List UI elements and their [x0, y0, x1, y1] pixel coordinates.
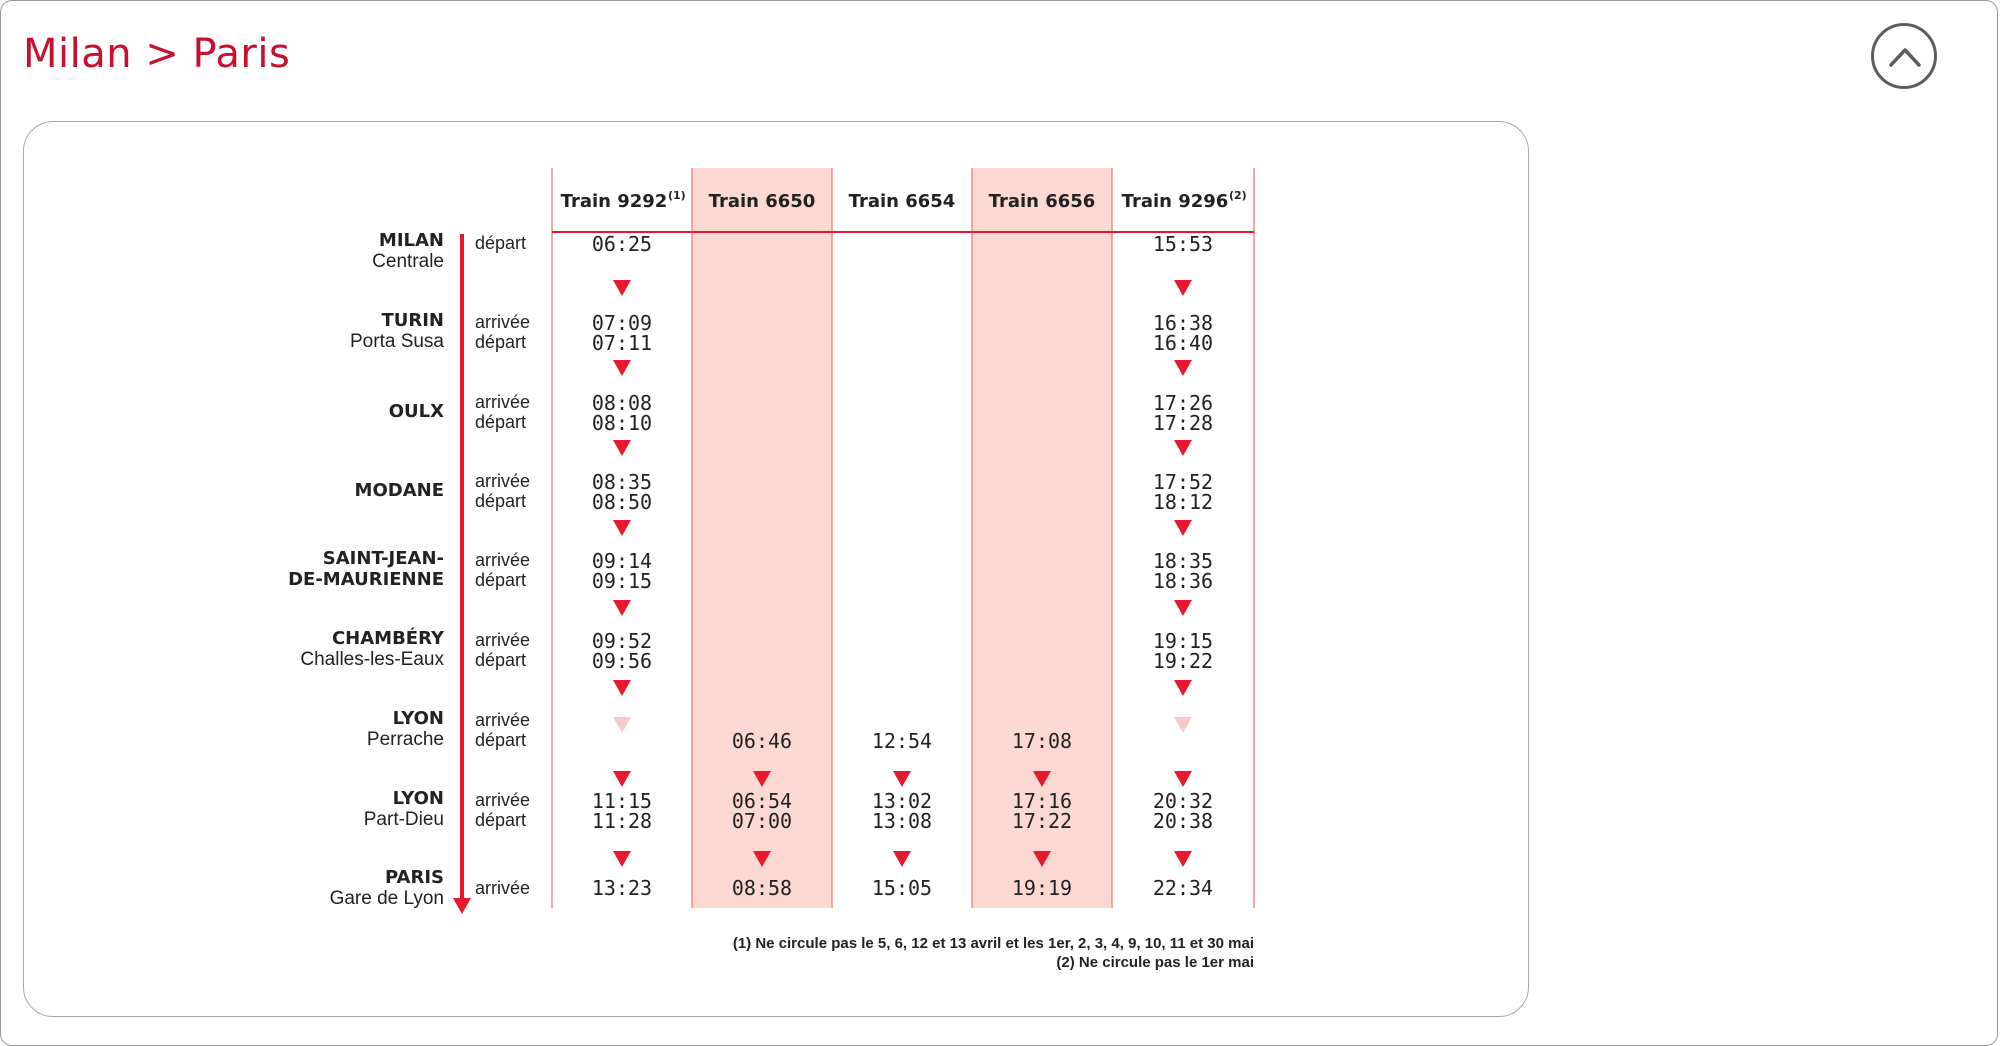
departure-time: 18:36	[1152, 569, 1214, 593]
station-name: PARIS	[385, 867, 444, 888]
stop-type-label: départ	[475, 650, 527, 670]
stop-type-label: départ	[475, 233, 527, 253]
train-header-footnote: (1)	[668, 189, 686, 202]
train-header: Train 6656	[988, 191, 1096, 212]
departure-time: 13:08	[871, 809, 933, 833]
stop-type-label: arrivée	[475, 710, 531, 730]
station-name: MODANE	[354, 480, 444, 501]
stop-type-label: départ	[475, 491, 527, 511]
station-subname: Perrache	[366, 729, 444, 750]
down-arrow-icon	[613, 360, 631, 376]
departure-time: 19:19	[1011, 876, 1073, 900]
arrival-time: 08:08	[591, 391, 653, 415]
down-arrow-icon	[1174, 440, 1192, 456]
arrival-time: 16:38	[1152, 311, 1214, 335]
departure-time: 15:53	[1152, 232, 1214, 256]
station-subname: Part-Dieu	[363, 809, 444, 830]
arrival-time: 17:26	[1152, 391, 1214, 415]
departure-time: 09:56	[591, 649, 653, 673]
departure-time: 06:46	[731, 729, 793, 753]
station-subname: Gare de Lyon	[329, 888, 444, 909]
departure-time: 16:40	[1152, 331, 1214, 355]
down-arrow-icon	[1174, 851, 1192, 867]
arrival-time: 07:09	[591, 311, 653, 335]
station-name: DE-MAURIENNE	[288, 569, 444, 590]
departure-time: 18:12	[1152, 490, 1214, 514]
station-name: TURIN	[381, 310, 444, 331]
departure-time: 07:11	[591, 331, 653, 355]
down-arrow-icon	[893, 771, 911, 787]
train-header: Train 9296	[1121, 191, 1229, 212]
down-arrow-icon	[1174, 360, 1192, 376]
station-name: SAINT-JEAN-	[322, 548, 444, 569]
arrival-time: 20:32	[1152, 789, 1214, 813]
section-title[interactable]: Milan > Paris	[23, 31, 291, 77]
station-subname: Centrale	[372, 251, 444, 272]
departure-time: 19:22	[1152, 649, 1214, 673]
departure-time: 07:00	[731, 809, 793, 833]
train-header: Train 6654	[848, 191, 956, 212]
timetable-image	[24, 122, 1530, 1018]
arrival-time: 17:16	[1011, 789, 1073, 813]
down-arrow-icon	[613, 771, 631, 787]
station-subname: Challes-les-Eaux	[300, 649, 444, 670]
down-arrow-icon	[613, 600, 631, 616]
arrival-time: 08:35	[591, 470, 653, 494]
chevron-up-icon	[1887, 39, 1923, 75]
stop-type-label: arrivée	[475, 312, 531, 332]
route-arrow-icon	[453, 898, 471, 914]
down-arrow-icon	[1174, 600, 1192, 616]
train-header-footnote: (2)	[1229, 189, 1247, 202]
collapse-button[interactable]	[1871, 23, 1937, 89]
down-arrow-icon	[1174, 520, 1192, 536]
down-arrow-icon	[613, 851, 631, 867]
station-name: OULX	[388, 401, 444, 422]
departure-time: 17:22	[1011, 809, 1073, 833]
station-name: MILAN	[378, 230, 444, 251]
station-subname: Porta Susa	[350, 331, 444, 352]
stop-type-label: arrivée	[475, 878, 531, 898]
train-header: Train 6650	[708, 191, 816, 212]
down-arrow-icon	[1174, 717, 1192, 733]
down-arrow-icon	[1174, 680, 1192, 696]
down-arrow-icon	[613, 520, 631, 536]
footnote: (2) Ne circule pas le 1er mai	[1056, 954, 1254, 971]
departure-time: 08:50	[591, 490, 653, 514]
down-arrow-icon	[613, 680, 631, 696]
departure-time: 08:10	[591, 411, 653, 435]
departure-time: 09:15	[591, 569, 653, 593]
arrival-time: 13:02	[871, 789, 933, 813]
station-name: CHAMBÉRY	[331, 628, 444, 649]
stop-type-label: arrivée	[475, 790, 531, 810]
departure-time: 15:05	[871, 876, 933, 900]
arrival-time: 11:15	[591, 789, 653, 813]
departure-time: 22:34	[1152, 876, 1214, 900]
station-name: LYON	[392, 708, 444, 729]
timetable-card	[23, 121, 1529, 1017]
down-arrow-icon	[613, 440, 631, 456]
stop-type-label: départ	[475, 810, 527, 830]
arrival-time: 09:52	[591, 629, 653, 653]
down-arrow-icon	[893, 851, 911, 867]
arrival-time: 19:15	[1152, 629, 1214, 653]
down-arrow-icon	[613, 280, 631, 296]
departure-time: 12:54	[871, 729, 933, 753]
departure-time: 11:28	[591, 809, 653, 833]
departure-time: 20:38	[1152, 809, 1214, 833]
departure-time: 08:58	[731, 876, 793, 900]
footnote: (1) Ne circule pas le 5, 6, 12 et 13 avril et les 1er, 2, 3, 4, 9, 10, 11 et 30 mai	[732, 935, 1254, 952]
down-arrow-icon	[1174, 280, 1192, 296]
stop-type-label: départ	[475, 332, 527, 352]
departure-time: 17:28	[1152, 411, 1214, 435]
stop-type-label: arrivée	[475, 471, 531, 491]
down-arrow-icon	[613, 717, 631, 733]
arrival-time: 09:14	[591, 549, 653, 573]
arrival-time: 06:54	[731, 789, 793, 813]
stop-type-label: arrivée	[475, 550, 531, 570]
departure-time: 13:23	[591, 876, 653, 900]
down-arrow-icon	[1174, 771, 1192, 787]
arrival-time: 18:35	[1152, 549, 1214, 573]
stop-type-label: arrivée	[475, 392, 531, 412]
stop-type-label: départ	[475, 412, 527, 432]
departure-time: 17:08	[1011, 729, 1073, 753]
departure-time: 06:25	[591, 232, 653, 256]
stop-type-label: arrivée	[475, 630, 531, 650]
stop-type-label: départ	[475, 570, 527, 590]
stop-type-label: départ	[475, 730, 527, 750]
arrival-time: 17:52	[1152, 470, 1214, 494]
station-name: LYON	[392, 788, 444, 809]
train-header: Train 9292	[560, 191, 668, 212]
